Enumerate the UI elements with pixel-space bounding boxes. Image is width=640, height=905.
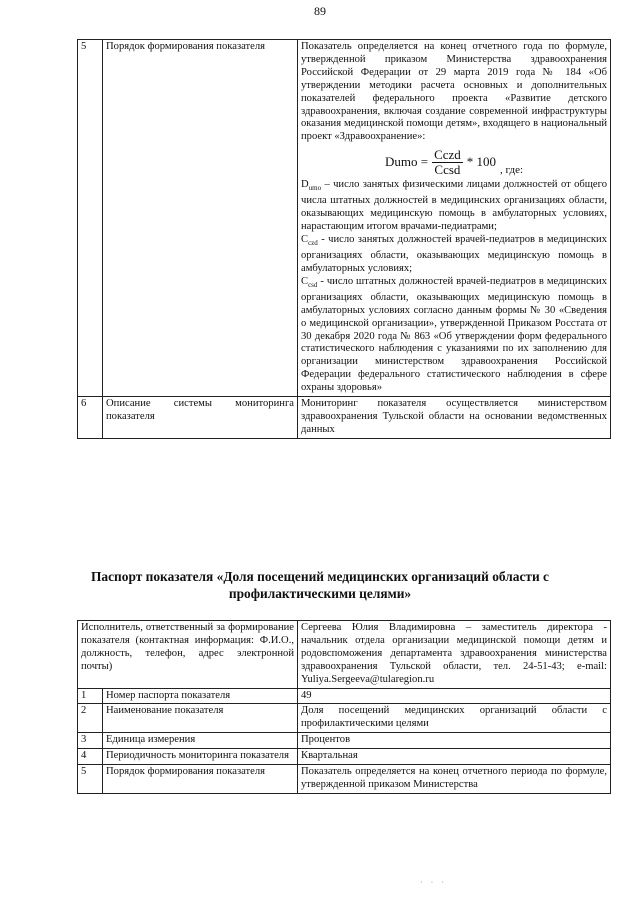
scan-artifact: · · ·: [420, 878, 447, 887]
row-number: 6: [78, 397, 103, 439]
row-number: 3: [78, 733, 103, 749]
formula-denominator: Ccsd: [434, 162, 461, 178]
definition-subscript: czd: [308, 239, 318, 248]
table-row: [78, 397, 611, 439]
row-label: Периодичность мониторинга показателя: [103, 749, 298, 765]
indicator-passport-table: [77, 620, 611, 794]
row-number: 1: [78, 688, 103, 704]
formula-intro: Показатель определяется на конец отчетного года по формуле, утвержденной приказом Министерства здравоохранения Российской Федерации от 29 марта 2019 года № 184 «Об утверждении методики расчета основных и дополнительных показателей федерального проекта «Развитие детского здравоохранения, включая создание современной инфраструктуры оказания медицинской помощи детям», входящего в национальный проект «Здравоохранение»:: [301, 41, 607, 143]
page-number: 89: [314, 4, 326, 18]
row-number: 2: [78, 704, 103, 733]
row-label: Единица измерения: [103, 733, 298, 749]
formula-fraction: [432, 148, 463, 177]
row-value: 49: [298, 688, 611, 704]
row-number: 5: [78, 765, 103, 794]
row-label: Наименование показателя: [103, 704, 298, 733]
formula-lhs: Dumo =: [384, 154, 429, 170]
definition-ccsd: [301, 276, 607, 395]
formula-rhs: * 100: [466, 154, 497, 170]
row-number: 4: [78, 749, 103, 765]
definition-text: - число занятых должностей врачей-педиатров в медицинских организациях области, оказывающих медицинскую помощь в амбулаторных условиях;: [301, 233, 607, 274]
definition-dumo: [301, 179, 607, 234]
row-value: Квартальная: [298, 749, 611, 765]
executor-label: Исполнитель, ответственный за формирование показателя (контактная информация: Ф.И.О., должность, телефон, адрес электронной почты): [78, 621, 298, 689]
definition-subscript: umo: [308, 184, 322, 193]
table-row: [78, 40, 611, 397]
indicator-passport-heading: Паспорт показателя «Доля посещений медицинских организаций области с профилактическими целями»: [90, 569, 550, 601]
row-value: [298, 40, 611, 397]
executor-value: Сергеева Юлия Владимировна – заместитель директора - начальник отдела организации медицинской помощи детям и родовспоможения департамента здравоохранения министерства здравоохранения Тульской области, тел. 24-51-43; e-mail: Yuliya.Sergeeva@tularegion.ru: [298, 621, 611, 689]
table-row: [78, 765, 611, 794]
row-value: Доля посещений медицинских организаций области с профилактическими целями: [298, 704, 611, 733]
table-row: [78, 621, 611, 689]
definition-text: – число занятых физическими лицами должностей от общего числа штатных должностей в медицинских организациях области, оказывающих медицинскую помощь в амбулаторных условиях, нарастающим итогом врачами-педиатрами;: [301, 179, 607, 233]
definition-text: - число штатных должностей врачей-педиатров в медицинских организациях области, оказывающих медицинскую помощь в амбулаторных условиях согласно данным формы № 30 «Сведения о медицинской организации», утвержденной Приказом Росстата от 30 декабря 2020 года № 863 «Об утверждении форм федерального статистического наблюдения с указаниями по их заполнению для организации министерством здравоохранения Российской Федерации федерального статистического наблюдения в сфере охраны здоровья»: [301, 275, 607, 394]
definition-subscript: csd: [308, 280, 318, 289]
table-row: [78, 733, 611, 749]
row-value: Мониторинг показателя осуществляется министерством здравоохранения Тульской области на основании ведомственных данных: [298, 397, 611, 439]
table-row: [78, 749, 611, 765]
row-label: Описание системы мониторинга показателя: [103, 397, 298, 439]
row-value: Процентов: [298, 733, 611, 749]
definition-symbol: C: [301, 233, 309, 245]
formula: [301, 148, 607, 177]
table-row: [78, 688, 611, 704]
indicator-table-continued: [77, 39, 611, 439]
row-label: Порядок формирования показателя: [103, 40, 298, 397]
definition-symbol: D: [301, 179, 309, 191]
formula-where: , где:: [500, 164, 524, 177]
row-value: Показатель определяется на конец отчетного периода по формуле, утвержденной приказом Министерства: [298, 765, 611, 794]
definition-symbol: C: [301, 275, 309, 287]
definition-cczd: [301, 234, 607, 276]
table-row: [78, 704, 611, 733]
row-label: Номер паспорта показателя: [103, 688, 298, 704]
formula-numerator: Cczd: [434, 147, 461, 163]
row-number: 5: [78, 40, 103, 397]
row-label: Порядок формирования показателя: [103, 765, 298, 794]
